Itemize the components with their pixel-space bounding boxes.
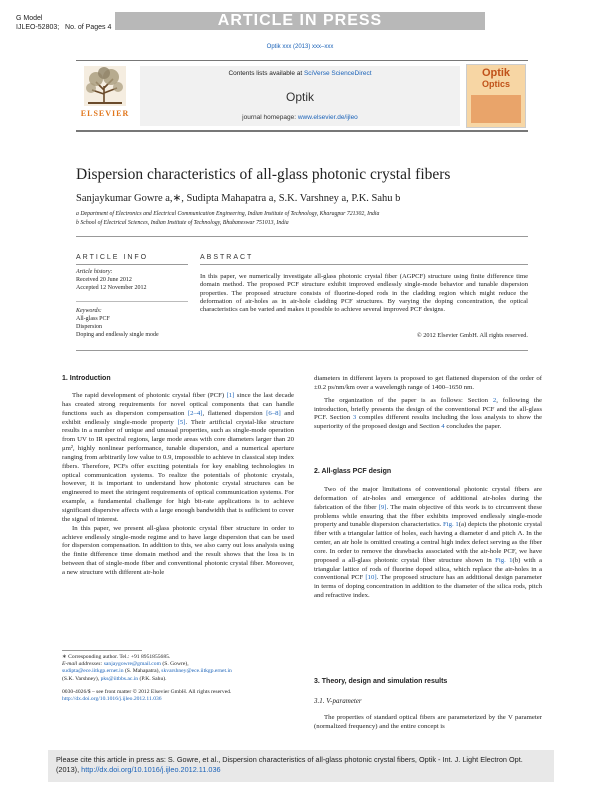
article-in-press-banner: ARTICLE IN PRESS — [115, 12, 485, 30]
paragraph: The properties of standard optical fibers are parameterized by the V parameter (normalized frequency) and the entire concept is — [314, 714, 542, 730]
journal-code: G Model — [16, 15, 43, 22]
corresponding-author-note: ∗ Corresponding author. Tel.: +91 8951855685. — [62, 654, 171, 660]
email-link[interactable]: pks@iitbbs.ac.in — [100, 675, 139, 682]
paragraph — [314, 397, 542, 432]
citation-link[interactable]: [9] — [378, 503, 387, 511]
subsection-heading-v-parameter: 3.1. V-parameter — [314, 697, 362, 705]
journal-code-block — [16, 14, 111, 32]
citation-text — [56, 755, 546, 775]
left-column-body — [62, 392, 294, 578]
paragraph — [314, 486, 542, 601]
email-line — [62, 676, 294, 683]
history-label: Article history: — [76, 269, 113, 275]
article-info-heading: ARTICLE INFO — [76, 254, 149, 261]
received-date: Received 20 June 2012 — [76, 277, 132, 283]
figure-link[interactable]: Fig. 1 — [495, 556, 513, 564]
email-owner: (S.K. Varshney), — [62, 675, 101, 682]
copyright-notice: © 2012 Elsevier GmbH. All rights reserved. — [416, 332, 528, 339]
citation-link[interactable]: [1] — [226, 392, 235, 399]
right-column-section31 — [314, 714, 542, 732]
journal-homepage-line — [140, 114, 460, 121]
text-run: concludes the paper. — [444, 423, 502, 431]
abstract-heading: ABSTRACT — [200, 254, 254, 261]
citation-link[interactable]: [5] — [177, 418, 186, 426]
email-owner: (S. Mahapatra), — [123, 668, 162, 675]
section-heading-introduction: 1. Introduction — [62, 375, 111, 382]
text-run: (b) with a triangular lattice of rods of fluorine doped silica, which replace the air-holes in a conventional PCF — [314, 556, 542, 582]
email-link[interactable]: sudipta@ece.iitkgp.ernet.in — [62, 668, 124, 675]
keyword: All-glass PCF — [76, 316, 110, 322]
sciencedirect-link[interactable]: SciVerse ScienceDirect — [303, 70, 372, 77]
divider — [76, 236, 528, 237]
email-owner: (P.K. Sahu). — [138, 675, 167, 682]
text-run: since the last decade has created strong requirements for novel optical components that can handle functions such as dispersion compensation — [62, 392, 294, 417]
emails-label: E-mail addresses: — [62, 661, 104, 668]
text-run: . The proposed structure has an additional design parameter in terms of doping concentration in addition to the diameter of the silica rods, pitch and refractive index. — [314, 574, 542, 600]
email-link[interactable]: sanjaygowre@gmail.com — [103, 661, 161, 668]
keyword: Dispersion — [76, 324, 102, 330]
journal-name: Optik — [285, 90, 314, 104]
email-link[interactable]: skvarshney@ece.iitkgp.ernet.in — [161, 668, 232, 675]
cover-art — [471, 95, 521, 123]
citation-prefix: Please cite this article in press as: S. Gowre, et al., Dispersion characteristics of all-glass photonic crystal fibers, Optik - Int. J. Light Electron Opt. (2013), — [56, 755, 523, 774]
doi-link[interactable]: http://dx.doi.org/10.1016/j.ijleo.2012.11.036 — [62, 696, 162, 703]
page-count: No. of Pages 4 — [65, 24, 112, 31]
footnotes — [62, 654, 294, 703]
divider — [76, 264, 188, 265]
paragraph: diameters in different layers is proposed to get flattened dispersion of the order of ±0.2 ps/nm/km over a wavelength range of 1400–1650 nm. — [314, 375, 542, 391]
text-run: Two of the major limitations of conventional photonic crystal fibers are deformation of air-holes and emergence of additional air-holes during the fabrication of the fiber — [314, 486, 542, 511]
contents-line — [140, 70, 460, 77]
citation-link[interactable]: [6–8] — [266, 409, 281, 417]
elsevier-tree-icon — [84, 66, 126, 106]
section-link[interactable]: 2 — [492, 396, 497, 404]
cover-subtitle: Optics — [481, 79, 510, 89]
text-run: (a) depicts the photonic crystal fiber with a triangular lattice of holes, each having a diameter d and pitch Λ. In the center, an air hole is omitted creating a central high index defect serving as the fiber core. In order to remove the drawbacks associated with the air-hole PCF, we have proposed a all-glass photonic crystal fiber structure shown in — [314, 521, 542, 564]
article-code-line — [16, 23, 111, 32]
text-run: . The main objective of this work is to circumvent these problems while ensuring that the fiber exhibits improved endlessly single-mode property and tunable dispersion characteristics. — [314, 503, 542, 529]
elsevier-logo[interactable] — [76, 60, 134, 132]
keyword: Doping and endlessly single mode — [76, 332, 159, 338]
journal-citation-line[interactable]: Optik xxx (2013) xxx–xxx — [266, 44, 334, 50]
text-run: The rapid development of photonic crystal fiber (PCF) — [72, 392, 227, 399]
divider — [76, 301, 188, 302]
journal-info-panel — [140, 66, 460, 126]
section-link[interactable]: 3 — [352, 414, 357, 422]
right-column-top — [314, 375, 542, 432]
affiliation-a: a Department of Electronics and Electrical Communication Engineering, Indian Institute of Technology, Kharagpur 721302, India — [76, 211, 380, 217]
affiliation-b: b School of Electrical Sciences, Indian Institute of Technology, Bhubaneswar 751013, India — [76, 220, 289, 226]
footnote-rule — [62, 650, 142, 651]
section-heading-theory: 3. Theory, design and simulation results — [314, 678, 448, 685]
journal-homepage-link[interactable]: www.elsevier.de/ijleo — [297, 114, 358, 121]
divider — [200, 264, 528, 265]
homepage-prefix: journal homepage: — [242, 114, 298, 121]
figure-link[interactable]: Fig. 1 — [442, 521, 459, 529]
section-heading-design: 2. All-glass PCF design — [314, 468, 392, 475]
abstract-text: In this paper, we numerically investigate all-glass photonic crystal fiber (AGPCF) structure using finite difference time domain method. The proposed PCF structure exhibit improved endlessly single-mode behavior and tunable dispersion properties. The proposed structure consists of fluorine-doped rods in the cladding region which might reduce the deformation of air-holes as in air-hole cladding PCF structures. By varying the doping concentration, the optical characteristics can be varied and makes it possible to achieve several improved PCF designs. — [200, 273, 528, 314]
citation-box — [48, 750, 554, 782]
paragraph: In this paper, we present all-glass photonic crystal fiber structure in order to achieve endlessly single-mode regime and to have large dispersion that can be used for dispersion compensation. In addition to this, we also carry out loss analysis using the finite difference time domain method and the result shows that the loss is in between that of single-mode fiber and conventional photonic crystal fiber. Moreover, a new structure with different air-hole — [62, 524, 294, 576]
journal-cover-thumbnail[interactable] — [466, 64, 526, 128]
divider — [76, 350, 528, 351]
citation-link[interactable]: [10] — [365, 574, 377, 582]
text-run: , flattened dispersion — [202, 409, 267, 417]
section-link[interactable]: 4 — [441, 423, 445, 431]
text-run: The organization of the paper is as follows: Section — [324, 396, 493, 404]
text-run: , following the introduction, briefly presents the design of the conventional PCF and the all-glass PCF. Section — [314, 396, 543, 422]
paper-title: Dispersion characteristics of all-glass photonic crystal fibers — [76, 166, 451, 183]
right-column-section2 — [314, 486, 542, 601]
accepted-date: Accepted 12 November 2012 — [76, 285, 147, 291]
issn-line: 0030-4026/$ – see front matter © 2012 Elsevier GmbH. All rights reserved. — [62, 688, 232, 695]
author-list: Sanjaykumar Gowre a,∗, Sudipta Mahapatra a, S.K. Varshney a, P.K. Sahu b — [76, 193, 401, 204]
email-owner: (S. Gowre), — [160, 661, 189, 668]
paragraph — [62, 392, 294, 525]
citation-link[interactable]: [2–4] — [187, 409, 203, 417]
text-run: and exhibit endlessly single-mode property — [62, 409, 294, 426]
keywords-label: Keywords: — [76, 308, 102, 314]
cover-title: Optik — [481, 67, 511, 79]
elsevier-wordmark: ELSEVIER — [80, 109, 130, 118]
citation-doi-link[interactable]: http://dx.doi.org/10.1016/j.ijleo.2012.11.036 — [81, 765, 221, 774]
text-run: . Their artificial crystal-like structure results in a number of unique and unusual properties, such as single-mode operation from UV to IR spectral regions, large mode areas with core diameters larger than 20 μm², highly nonlinear performance, tunable dispersion, and a numerical aperture ranging from arbitrarily low value to 0.9, impossible to achieve in classical step index fibers. Therefore, PCFs offer exciting potentials for key enabling technologies in optical communication systems. To realize the potentials of photonic crystals, however, it is important to understand how photonic crystal structures can be engineered to meet the stringent requirements of optical communication systems. For example, a fundamental challenge for high bit-rate applications is to achieve significant dispersive affects with a large enough bandwidth that is sufficient to cover the signal of interest. — [62, 418, 294, 523]
contents-prefix: Contents lists available at — [228, 70, 304, 77]
article-code: IJLEO-52803; — [16, 24, 60, 31]
email-line — [62, 668, 294, 675]
text-run: compiles different results including the loss analysis to show the superiority of the proposed design and Section — [314, 414, 543, 431]
